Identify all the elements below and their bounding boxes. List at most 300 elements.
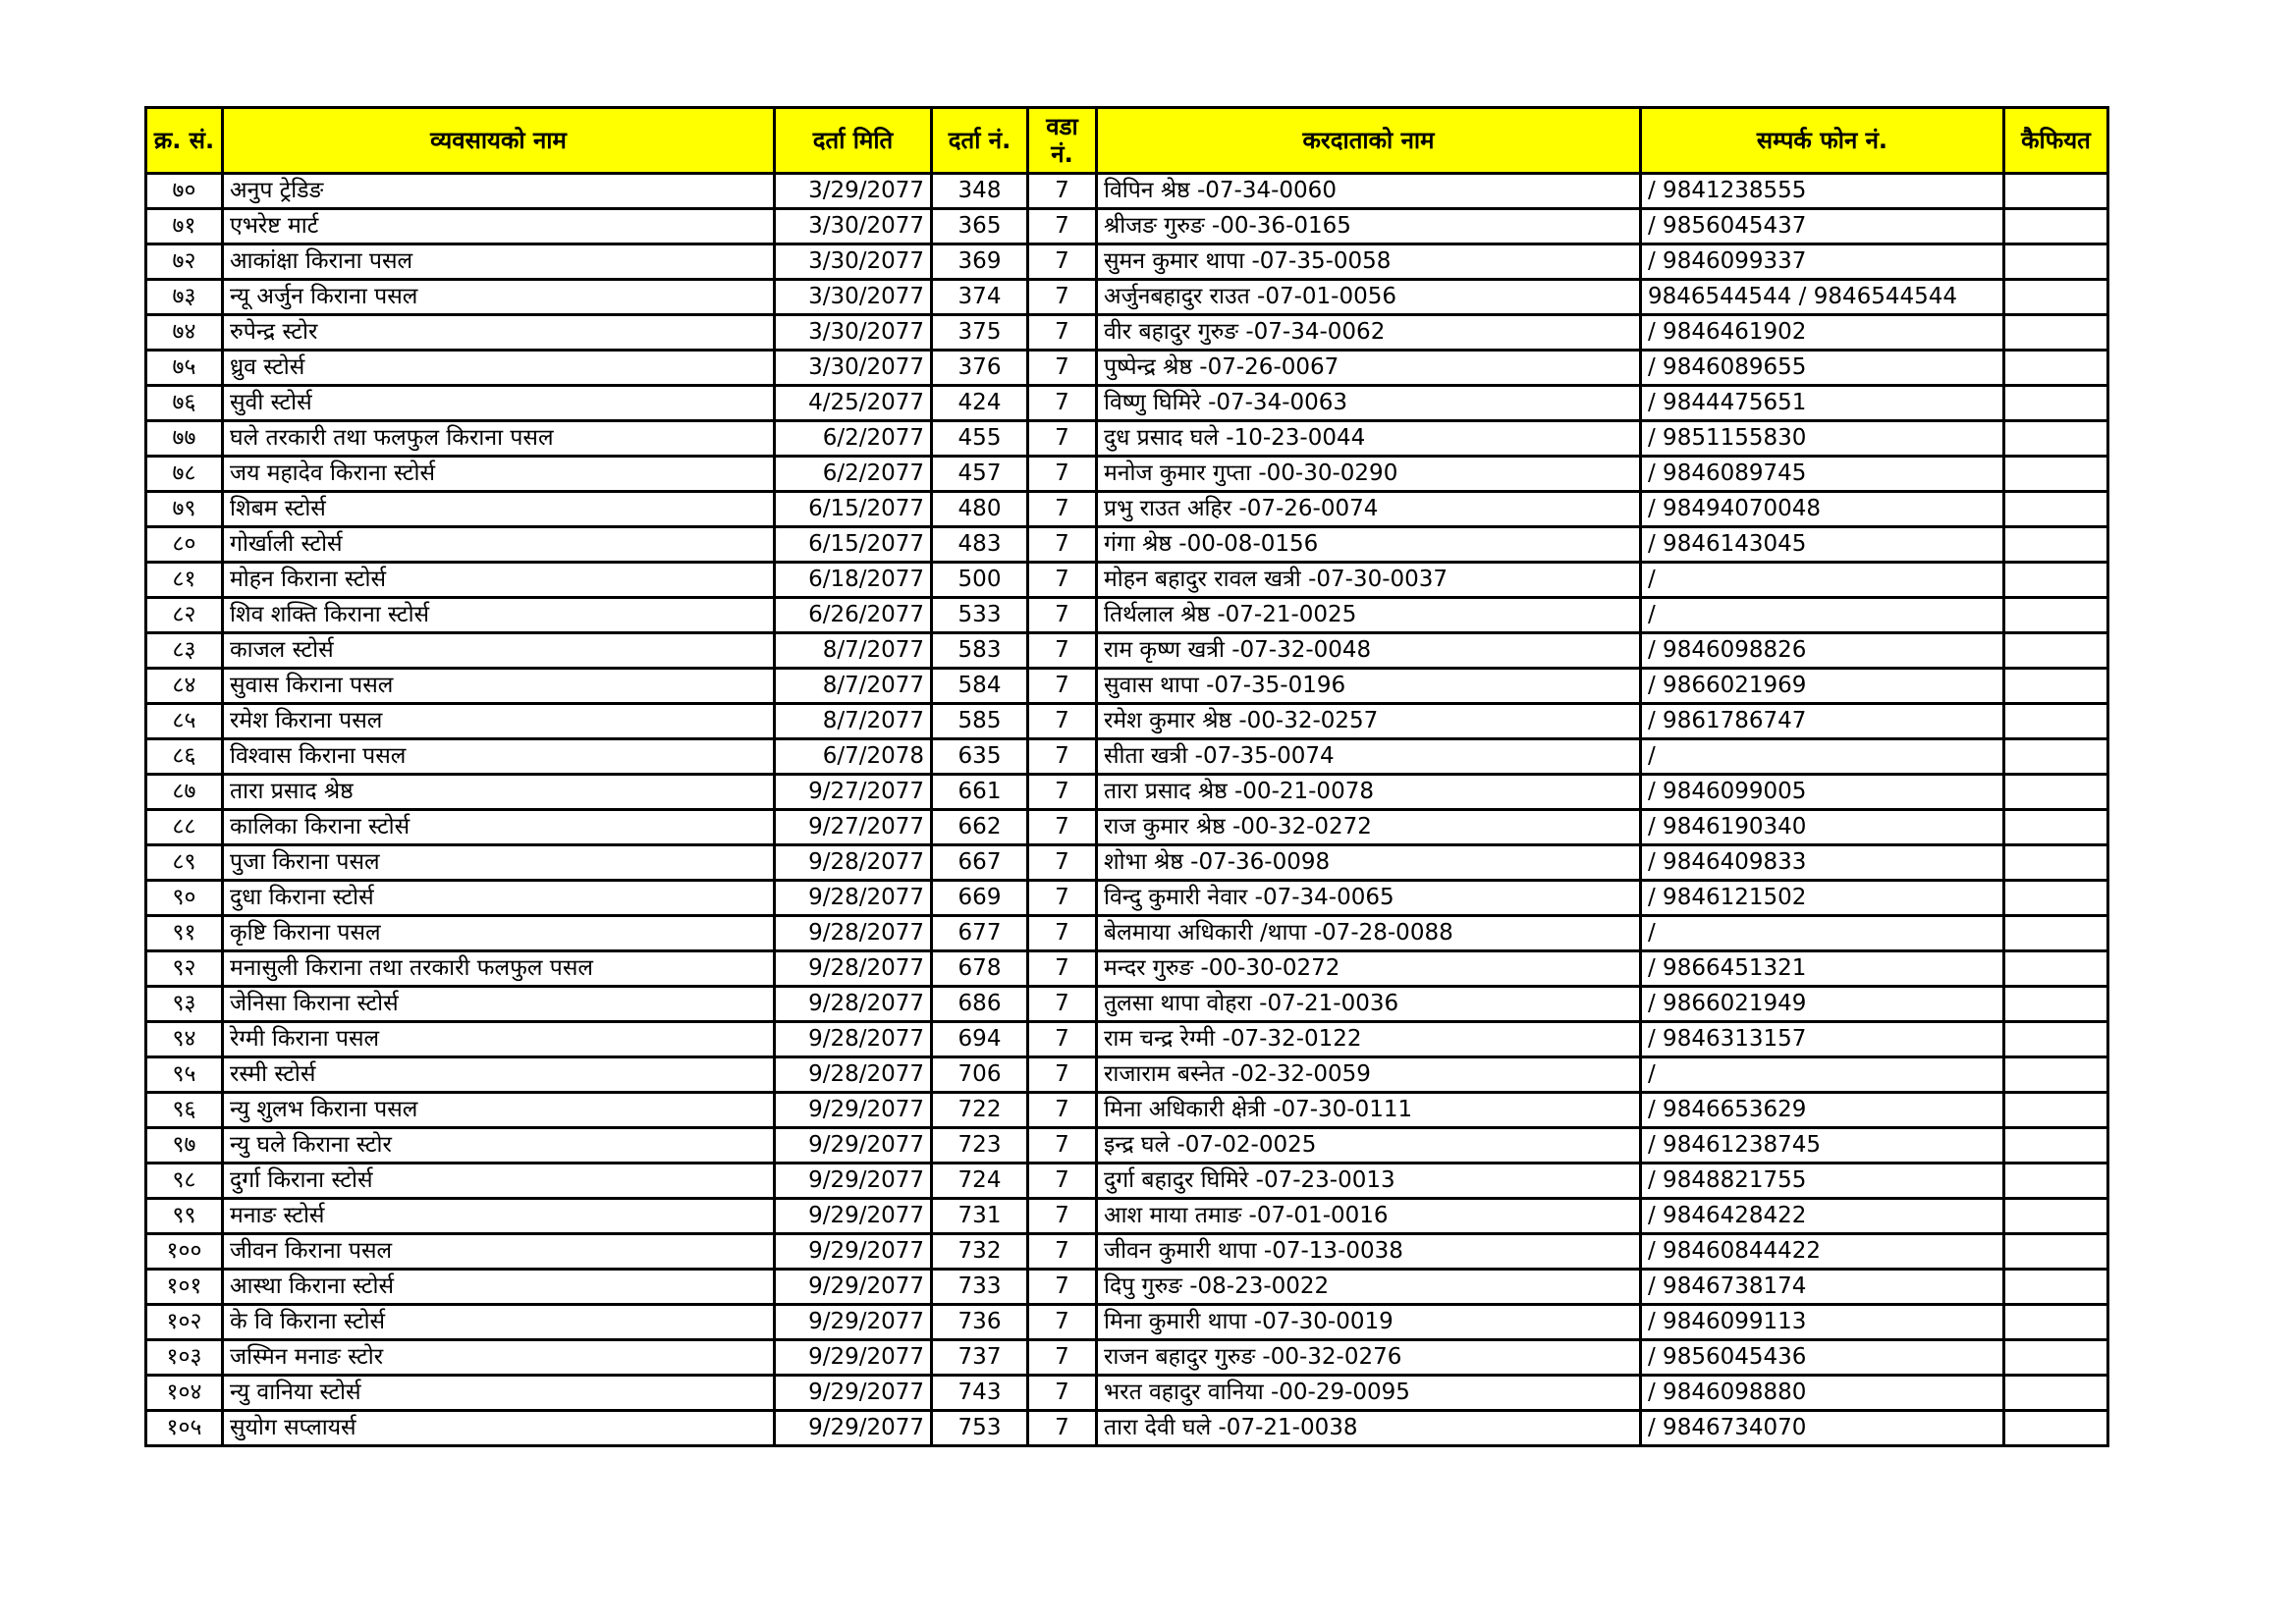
registration-number-cell: 483 (932, 527, 1028, 563)
table-row (146, 527, 2108, 563)
serial-number-cell: ८४ (146, 669, 223, 704)
business-name-cell: रुपेन्द्र स्टोर (223, 315, 775, 351)
registration-date-cell: 3/30/2077 (775, 244, 932, 280)
registration-number-cell: 585 (932, 704, 1028, 739)
registration-number-cell: 753 (932, 1411, 1028, 1446)
business-name-cell: न्यु शुलभ किराना पसल (223, 1093, 775, 1128)
business-name-cell: सुयोग सप्लायर्स (223, 1411, 775, 1446)
business-name-cell: एभरेष्ट मार्ट (223, 209, 775, 244)
ward-number-cell: 7 (1028, 1234, 1097, 1270)
table-row (146, 1340, 2108, 1376)
registration-number-cell: 662 (932, 810, 1028, 845)
registration-number-cell: 348 (932, 174, 1028, 209)
registration-date-cell: 9/29/2077 (775, 1270, 932, 1305)
serial-number-cell: ९६ (146, 1093, 223, 1128)
registration-number-cell: 669 (932, 881, 1028, 916)
ward-number-cell: 7 (1028, 845, 1097, 881)
ward-number-cell: 7 (1028, 633, 1097, 669)
taxpayer-name-cell: राजाराम बस्नेत -02-32-0059 (1097, 1057, 1641, 1093)
remarks-cell (2004, 209, 2108, 244)
table-row (146, 1093, 2108, 1128)
taxpayer-name-cell: रमेश कुमार श्रेष्ठ -00-32-0257 (1097, 704, 1641, 739)
table-row (146, 1022, 2108, 1057)
remarks-cell (2004, 810, 2108, 845)
serial-number-cell: ८५ (146, 704, 223, 739)
col-header-business: व्यवसायको नाम (223, 108, 775, 174)
table-row (146, 916, 2108, 951)
registration-number-cell: 686 (932, 987, 1028, 1022)
table-row (146, 563, 2108, 598)
table-row (146, 669, 2108, 704)
taxpayer-name-cell: राम चन्द्र रेग्मी -07-32-0122 (1097, 1022, 1641, 1057)
taxpayer-name-cell: राज कुमार श्रेष्ठ -00-32-0272 (1097, 810, 1641, 845)
serial-number-cell: ७३ (146, 280, 223, 315)
contact-phone-cell: / 9861786747 (1641, 704, 2004, 739)
registration-number-cell: 533 (932, 598, 1028, 633)
registration-date-cell: 8/7/2077 (775, 633, 932, 669)
taxpayer-name-cell: आश माया तमाङ -07-01-0016 (1097, 1199, 1641, 1234)
registration-date-cell: 9/27/2077 (775, 810, 932, 845)
registration-number-cell: 723 (932, 1128, 1028, 1164)
serial-number-cell: ९१ (146, 916, 223, 951)
serial-number-cell: १०२ (146, 1305, 223, 1340)
taxpayer-name-cell: तारा प्रसाद श्रेष्ठ -00-21-0078 (1097, 775, 1641, 810)
registration-date-cell: 4/25/2077 (775, 386, 932, 421)
contact-phone-cell: / 98461238745 (1641, 1128, 2004, 1164)
contact-phone-cell: / 9846653629 (1641, 1093, 2004, 1128)
remarks-cell (2004, 421, 2108, 457)
remarks-cell (2004, 951, 2108, 987)
business-name-cell: कृष्टि किराना पसल (223, 916, 775, 951)
registration-number-cell: 732 (932, 1234, 1028, 1270)
registration-date-cell: 3/30/2077 (775, 315, 932, 351)
table-row (146, 739, 2108, 775)
contact-phone-cell: / (1641, 916, 2004, 951)
table-row (146, 1411, 2108, 1446)
registration-date-cell: 6/7/2078 (775, 739, 932, 775)
taxpayer-name-cell: विपिन श्रेष्ठ -07-34-0060 (1097, 174, 1641, 209)
business-name-cell: विश्वास किराना पसल (223, 739, 775, 775)
taxpayer-name-cell: दिपु गुरुङ -08-23-0022 (1097, 1270, 1641, 1305)
serial-number-cell: ८१ (146, 563, 223, 598)
taxpayer-name-cell: वीर बहादुर गुरुङ -07-34-0062 (1097, 315, 1641, 351)
remarks-cell (2004, 527, 2108, 563)
ward-number-cell: 7 (1028, 1270, 1097, 1305)
table-row (146, 598, 2108, 633)
registration-date-cell: 3/30/2077 (775, 209, 932, 244)
contact-phone-cell: / 9846143045 (1641, 527, 2004, 563)
business-name-cell: पुजा किराना पसल (223, 845, 775, 881)
business-name-cell: आस्था किराना स्टोर्स (223, 1270, 775, 1305)
business-name-cell: रमेश किराना पसल (223, 704, 775, 739)
registration-date-cell: 6/18/2077 (775, 563, 932, 598)
table-row (146, 209, 2108, 244)
remarks-cell (2004, 1128, 2108, 1164)
contact-phone-cell: / (1641, 563, 2004, 598)
ward-number-cell: 7 (1028, 1411, 1097, 1446)
business-name-cell: के वि किराना स्टोर्स (223, 1305, 775, 1340)
serial-number-cell: ८० (146, 527, 223, 563)
ward-number-cell: 7 (1028, 421, 1097, 457)
contact-phone-cell: / 9844475651 (1641, 386, 2004, 421)
serial-number-cell: ९८ (146, 1164, 223, 1199)
serial-number-cell: ८९ (146, 845, 223, 881)
remarks-cell (2004, 457, 2108, 492)
registration-number-cell: 677 (932, 916, 1028, 951)
taxpayer-name-cell: मिना कुमारी थापा -07-30-0019 (1097, 1305, 1641, 1340)
registration-date-cell: 9/27/2077 (775, 775, 932, 810)
remarks-cell (2004, 1022, 2108, 1057)
contact-phone-cell: / 9846738174 (1641, 1270, 2004, 1305)
registration-number-cell: 737 (932, 1340, 1028, 1376)
business-name-cell: कालिका किराना स्टोर्स (223, 810, 775, 845)
ward-number-cell: 7 (1028, 739, 1097, 775)
remarks-cell (2004, 845, 2108, 881)
registration-number-cell: 736 (932, 1305, 1028, 1340)
table-row (146, 457, 2108, 492)
registration-date-cell: 9/29/2077 (775, 1128, 932, 1164)
table-row (146, 704, 2108, 739)
table-row (146, 1234, 2108, 1270)
contact-phone-cell: / 9848821755 (1641, 1164, 2004, 1199)
serial-number-cell: ७० (146, 174, 223, 209)
registration-number-cell: 667 (932, 845, 1028, 881)
registration-date-cell: 9/28/2077 (775, 1057, 932, 1093)
table-row (146, 174, 2108, 209)
table-row (146, 280, 2108, 315)
registration-table (144, 106, 2109, 1447)
registration-number-cell: 424 (932, 386, 1028, 421)
table-row (146, 1057, 2108, 1093)
remarks-cell (2004, 563, 2108, 598)
serial-number-cell: ८८ (146, 810, 223, 845)
serial-number-cell: ७८ (146, 457, 223, 492)
contact-phone-cell: / 98494070048 (1641, 492, 2004, 527)
registration-date-cell: 9/29/2077 (775, 1093, 932, 1128)
business-name-cell: न्यू अर्जुन किराना पसल (223, 280, 775, 315)
ward-number-cell: 7 (1028, 1305, 1097, 1340)
remarks-cell (2004, 1164, 2108, 1199)
business-name-cell: मनाङ स्टोर्स (223, 1199, 775, 1234)
taxpayer-name-cell: बेलमाया अधिकारी /थापा -07-28-0088 (1097, 916, 1641, 951)
serial-number-cell: ७४ (146, 315, 223, 351)
serial-number-cell: ७५ (146, 351, 223, 386)
registration-date-cell: 3/29/2077 (775, 174, 932, 209)
serial-number-cell: १०१ (146, 1270, 223, 1305)
serial-number-cell: १०० (146, 1234, 223, 1270)
ward-number-cell: 7 (1028, 457, 1097, 492)
registration-date-cell: 6/15/2077 (775, 527, 932, 563)
serial-number-cell: ७७ (146, 421, 223, 457)
contact-phone-cell: / 9846098826 (1641, 633, 2004, 669)
ward-number-cell: 7 (1028, 1093, 1097, 1128)
registration-number-cell: 376 (932, 351, 1028, 386)
contact-phone-cell: / 9846409833 (1641, 845, 2004, 881)
ward-number-cell: 7 (1028, 881, 1097, 916)
remarks-cell (2004, 1057, 2108, 1093)
ward-number-cell: 7 (1028, 1128, 1097, 1164)
taxpayer-name-cell: अर्जुनबहादुर राउत -07-01-0056 (1097, 280, 1641, 315)
business-name-cell: गोर्खाली स्टोर्स (223, 527, 775, 563)
ward-number-cell: 7 (1028, 386, 1097, 421)
taxpayer-name-cell: राजन बहादुर गुरुङ -00-32-0276 (1097, 1340, 1641, 1376)
taxpayer-name-cell: सुवास थापा -07-35-0196 (1097, 669, 1641, 704)
remarks-cell (2004, 881, 2108, 916)
ward-number-cell: 7 (1028, 598, 1097, 633)
table-row (146, 1164, 2108, 1199)
remarks-cell (2004, 669, 2108, 704)
contact-phone-cell: / 9866021969 (1641, 669, 2004, 704)
business-name-cell: जय महादेव किराना स्टोर्स (223, 457, 775, 492)
business-name-cell: ध्रुव स्टोर्स (223, 351, 775, 386)
remarks-cell (2004, 775, 2108, 810)
ward-number-cell: 7 (1028, 1199, 1097, 1234)
remarks-cell (2004, 386, 2108, 421)
col-header-ward: वडा नं. (1028, 108, 1097, 174)
remarks-cell (2004, 1376, 2108, 1411)
taxpayer-name-cell: भरत वहादुर वानिया -00-29-0095 (1097, 1376, 1641, 1411)
contact-phone-cell: / 9846190340 (1641, 810, 2004, 845)
business-name-cell: रस्मी स्टोर्स (223, 1057, 775, 1093)
table-row (146, 810, 2108, 845)
contact-phone-cell: / (1641, 739, 2004, 775)
business-name-cell: मोहन किराना स्टोर्स (223, 563, 775, 598)
serial-number-cell: ८६ (146, 739, 223, 775)
business-name-cell: सुवास किराना पसल (223, 669, 775, 704)
registration-date-cell: 9/29/2077 (775, 1376, 932, 1411)
remarks-cell (2004, 1340, 2108, 1376)
taxpayer-name-cell: मिना अधिकारी क्षेत्री -07-30-0111 (1097, 1093, 1641, 1128)
registration-number-cell: 455 (932, 421, 1028, 457)
contact-phone-cell: / 9856045436 (1641, 1340, 2004, 1376)
remarks-cell (2004, 987, 2108, 1022)
business-name-cell: रेग्मी किराना पसल (223, 1022, 775, 1057)
taxpayer-name-cell: पुष्पेन्द्र श्रेष्ठ -07-26-0067 (1097, 351, 1641, 386)
table-row (146, 881, 2108, 916)
registration-number-cell: 584 (932, 669, 1028, 704)
ward-number-cell: 7 (1028, 174, 1097, 209)
remarks-cell (2004, 351, 2108, 386)
ward-number-cell: 7 (1028, 563, 1097, 598)
registration-date-cell: 9/29/2077 (775, 1164, 932, 1199)
col-header-phone: सम्पर्क फोन नं. (1641, 108, 2004, 174)
taxpayer-name-cell: जीवन कुमारी थापा -07-13-0038 (1097, 1234, 1641, 1270)
registration-number-cell: 583 (932, 633, 1028, 669)
taxpayer-name-cell: सीता खत्री -07-35-0074 (1097, 739, 1641, 775)
contact-phone-cell: / 9846428422 (1641, 1199, 2004, 1234)
remarks-cell (2004, 492, 2108, 527)
contact-phone-cell: / 9841238555 (1641, 174, 2004, 209)
ward-number-cell: 7 (1028, 244, 1097, 280)
contact-phone-cell: / 9851155830 (1641, 421, 2004, 457)
registration-number-cell: 733 (932, 1270, 1028, 1305)
ward-number-cell: 7 (1028, 1057, 1097, 1093)
table-row (146, 845, 2108, 881)
taxpayer-name-cell: मनोज कुमार गुप्ता -00-30-0290 (1097, 457, 1641, 492)
registration-date-cell: 9/29/2077 (775, 1305, 932, 1340)
taxpayer-name-cell: मोहन बहादुर रावल खत्री -07-30-0037 (1097, 563, 1641, 598)
serial-number-cell: ९९ (146, 1199, 223, 1234)
business-name-cell: दुर्गा किराना स्टोर्स (223, 1164, 775, 1199)
serial-number-cell: १०३ (146, 1340, 223, 1376)
table-row (146, 492, 2108, 527)
serial-number-cell: ८७ (146, 775, 223, 810)
registration-date-cell: 6/2/2077 (775, 421, 932, 457)
business-name-cell: जीवन किराना पसल (223, 1234, 775, 1270)
taxpayer-name-cell: सुमन कुमार थापा -07-35-0058 (1097, 244, 1641, 280)
registration-date-cell: 9/29/2077 (775, 1340, 932, 1376)
col-header-date: दर्ता मिति (775, 108, 932, 174)
serial-number-cell: ८३ (146, 633, 223, 669)
business-name-cell: घले तरकारी तथा फलफुल किराना पसल (223, 421, 775, 457)
col-header-sn: क्र. सं. (146, 108, 223, 174)
business-name-cell: जेनिसा किराना स्टोर्स (223, 987, 775, 1022)
table-row (146, 421, 2108, 457)
ward-number-cell: 7 (1028, 775, 1097, 810)
registration-number-cell: 480 (932, 492, 1028, 527)
serial-number-cell: ७६ (146, 386, 223, 421)
registration-date-cell: 9/29/2077 (775, 1234, 932, 1270)
col-header-remark: कैफियत (2004, 108, 2108, 174)
ward-number-cell: 7 (1028, 1022, 1097, 1057)
ward-number-cell: 7 (1028, 209, 1097, 244)
ward-number-cell: 7 (1028, 669, 1097, 704)
taxpayer-name-cell: तुलसा थापा वोहरा -07-21-0036 (1097, 987, 1641, 1022)
table-row (146, 775, 2108, 810)
col-header-reg: दर्ता नं. (932, 108, 1028, 174)
remarks-cell (2004, 739, 2108, 775)
contact-phone-cell: / 9866451321 (1641, 951, 2004, 987)
ward-number-cell: 7 (1028, 1340, 1097, 1376)
registration-number-cell: 635 (932, 739, 1028, 775)
business-name-cell: दुधा किराना स्टोर्स (223, 881, 775, 916)
contact-phone-cell: / 9846089655 (1641, 351, 2004, 386)
registration-date-cell: 3/30/2077 (775, 351, 932, 386)
remarks-cell (2004, 280, 2108, 315)
registration-number-cell: 694 (932, 1022, 1028, 1057)
serial-number-cell: ९२ (146, 951, 223, 987)
header-row (146, 108, 2108, 174)
business-name-cell: शिव शक्ति किराना स्टोर्स (223, 598, 775, 633)
registration-date-cell: 9/28/2077 (775, 916, 932, 951)
table-row (146, 987, 2108, 1022)
table-row (146, 244, 2108, 280)
registration-number-cell: 365 (932, 209, 1028, 244)
table-row (146, 1305, 2108, 1340)
ward-number-cell: 7 (1028, 280, 1097, 315)
taxpayer-name-cell: गंगा श्रेष्ठ -00-08-0156 (1097, 527, 1641, 563)
ward-number-cell: 7 (1028, 951, 1097, 987)
taxpayer-name-cell: शोभा श्रेष्ठ -07-36-0098 (1097, 845, 1641, 881)
serial-number-cell: ९३ (146, 987, 223, 1022)
contact-phone-cell: / 9846099113 (1641, 1305, 2004, 1340)
ward-number-cell: 7 (1028, 527, 1097, 563)
taxpayer-name-cell: श्रीजङ गुरुङ -00-36-0165 (1097, 209, 1641, 244)
ward-number-cell: 7 (1028, 1164, 1097, 1199)
registration-date-cell: 9/28/2077 (775, 951, 932, 987)
contact-phone-cell: / 9846099337 (1641, 244, 2004, 280)
business-name-cell: मनासुली किराना तथा तरकारी फलफुल पसल (223, 951, 775, 987)
business-name-cell: आकांक्षा किराना पसल (223, 244, 775, 280)
remarks-cell (2004, 1234, 2108, 1270)
contact-phone-cell: / 9866021949 (1641, 987, 2004, 1022)
table-row (146, 386, 2108, 421)
remarks-cell (2004, 598, 2108, 633)
contact-phone-cell: / 9846089745 (1641, 457, 2004, 492)
serial-number-cell: ९४ (146, 1022, 223, 1057)
registration-date-cell: 9/28/2077 (775, 881, 932, 916)
remarks-cell (2004, 315, 2108, 351)
registration-date-cell: 9/28/2077 (775, 1022, 932, 1057)
registration-number-cell: 457 (932, 457, 1028, 492)
ward-number-cell: 7 (1028, 351, 1097, 386)
registration-number-cell: 374 (932, 280, 1028, 315)
taxpayer-name-cell: राम कृष्ण खत्री -07-32-0048 (1097, 633, 1641, 669)
serial-number-cell: ७१ (146, 209, 223, 244)
col-header-taxpayer: करदाताको नाम (1097, 108, 1641, 174)
business-name-cell: सुवी स्टोर्स (223, 386, 775, 421)
remarks-cell (2004, 1199, 2108, 1234)
ward-number-cell: 7 (1028, 492, 1097, 527)
remarks-cell (2004, 1270, 2108, 1305)
contact-phone-cell: / (1641, 1057, 2004, 1093)
contact-phone-cell: / 9846099005 (1641, 775, 2004, 810)
ward-number-cell: 7 (1028, 704, 1097, 739)
taxpayer-name-cell: प्रभु राउत अहिर -07-26-0074 (1097, 492, 1641, 527)
taxpayer-name-cell: तारा देवी घले -07-21-0038 (1097, 1411, 1641, 1446)
serial-number-cell: १०४ (146, 1376, 223, 1411)
table-row (146, 1128, 2108, 1164)
remarks-cell (2004, 1093, 2108, 1128)
serial-number-cell: ७९ (146, 492, 223, 527)
remarks-cell (2004, 1411, 2108, 1446)
registration-number-cell: 706 (932, 1057, 1028, 1093)
serial-number-cell: ९७ (146, 1128, 223, 1164)
table-row (146, 351, 2108, 386)
business-name-cell: न्यु वानिया स्टोर्स (223, 1376, 775, 1411)
taxpayer-name-cell: दुर्गा बहादुर घिमिरे -07-23-0013 (1097, 1164, 1641, 1199)
ward-number-cell: 7 (1028, 315, 1097, 351)
registration-number-cell: 743 (932, 1376, 1028, 1411)
table-row (146, 1199, 2108, 1234)
business-name-cell: शिबम स्टोर्स (223, 492, 775, 527)
business-name-cell: काजल स्टोर्स (223, 633, 775, 669)
contact-phone-cell: / 9856045437 (1641, 209, 2004, 244)
taxpayer-name-cell: दुध प्रसाद घले -10-23-0044 (1097, 421, 1641, 457)
taxpayer-name-cell: विन्दु कुमारी नेवार -07-34-0065 (1097, 881, 1641, 916)
registration-number-cell: 724 (932, 1164, 1028, 1199)
ward-number-cell: 7 (1028, 1376, 1097, 1411)
registration-date-cell: 6/26/2077 (775, 598, 932, 633)
serial-number-cell: ९५ (146, 1057, 223, 1093)
registration-date-cell: 9/28/2077 (775, 845, 932, 881)
taxpayer-name-cell: मन्दर गुरुङ -00-30-0272 (1097, 951, 1641, 987)
table-row (146, 633, 2108, 669)
registration-date-cell: 6/2/2077 (775, 457, 932, 492)
taxpayer-name-cell: तिर्थलाल श्रेष्ठ -07-21-0025 (1097, 598, 1641, 633)
serial-number-cell: १०५ (146, 1411, 223, 1446)
taxpayer-name-cell: इन्द्र घले -07-02-0025 (1097, 1128, 1641, 1164)
remarks-cell (2004, 704, 2108, 739)
contact-phone-cell: / 9846121502 (1641, 881, 2004, 916)
registration-number-cell: 375 (932, 315, 1028, 351)
registration-number-cell: 661 (932, 775, 1028, 810)
business-name-cell: अनुप ट्रेडिङ (223, 174, 775, 209)
ward-number-cell: 7 (1028, 810, 1097, 845)
registration-date-cell: 6/15/2077 (775, 492, 932, 527)
remarks-cell (2004, 916, 2108, 951)
business-name-cell: तारा प्रसाद श्रेष्ठ (223, 775, 775, 810)
